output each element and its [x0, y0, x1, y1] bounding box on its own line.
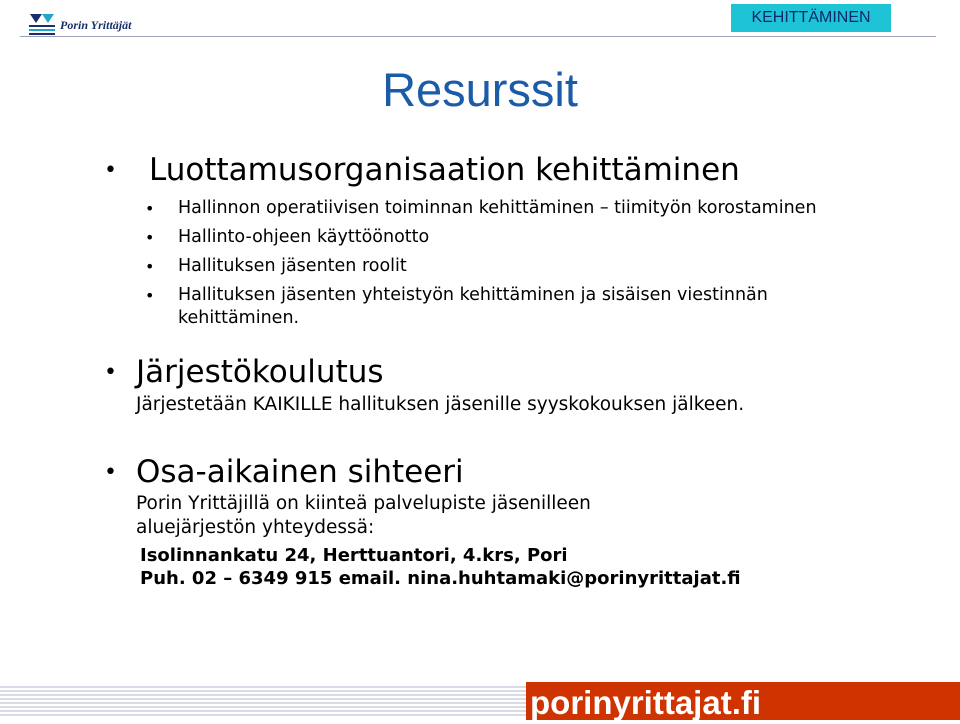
bullet-dot: •	[104, 360, 117, 385]
bullet-dot: •	[104, 158, 117, 183]
list-item: Hallinnon operatiivisen toiminnan kehittäminen – tiimityön korostaminen	[178, 198, 817, 218]
bullet-dot: •	[145, 228, 155, 247]
section-text: Porin Yrittäjillä on kiinteä palvelupiste jäsenilleen	[136, 493, 591, 514]
list-item: Hallinto-ohjeen käyttöönotto	[178, 227, 430, 247]
header-divider	[20, 36, 936, 37]
section-heading-jarjestokoulutus: Järjestökoulutus	[136, 354, 384, 390]
logo-text: Porin Yrittäjät	[60, 18, 132, 32]
porin-yrittajat-logo	[28, 12, 158, 38]
section-text: Järjestetään KAIKILLE hallituksen jäsenille syyskokouksen jälkeen.	[136, 394, 745, 415]
section-heading-luottamusorganisaatio: Luottamusorganisaation kehittäminen	[149, 152, 740, 188]
list-item-continuation: kehittäminen.	[178, 308, 300, 328]
contact-text: Puh. 02 – 6349 915 email. nina.huhtamaki@porinyrittajat.fi	[140, 568, 741, 589]
footer-stripes	[0, 686, 526, 716]
bullet-dot: •	[145, 257, 155, 276]
category-badge: KEHITTÄMINEN	[731, 4, 891, 32]
footer-website: porinyrittajat.fi	[530, 684, 762, 721]
page-title: Resurssit	[382, 63, 578, 116]
section-heading-osa-aikainen-sihteeri: Osa-aikainen sihteeri	[136, 454, 464, 490]
address-text: Isolinnankatu 24, Herttuantori, 4.krs, Pori	[140, 545, 568, 566]
bullet-dot: •	[104, 460, 117, 485]
list-item: Hallituksen jäsenten yhteistyön kehittäminen ja sisäisen viestinnän	[178, 285, 768, 305]
bullet-dot: •	[145, 199, 155, 218]
list-item: Hallituksen jäsenten roolit	[178, 256, 407, 276]
section-text: aluejärjestön yhteydessä:	[136, 517, 375, 538]
logo-emblem-icon	[28, 12, 58, 38]
bullet-dot: •	[145, 286, 155, 305]
